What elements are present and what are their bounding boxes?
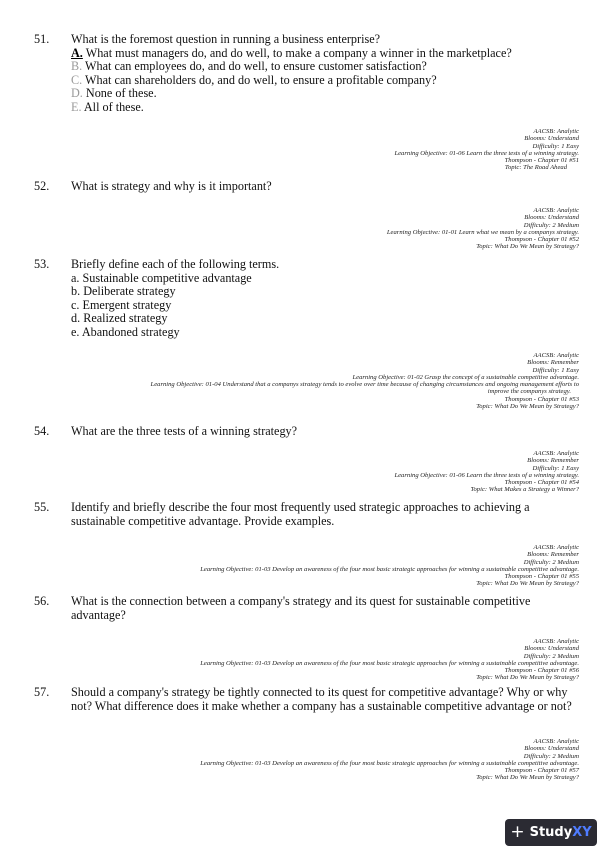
question-metadata: AACSB: Analytic Blooms: Understand Difficulty: 2 Medium Learning Objective: 01-01 Learn what we mean by a companys strategy. Thompson - Chapter 01 #52 Topic: What Do We Mean by Strategy? <box>386 207 579 251</box>
question-text: Briefly define each of the following terms. <box>71 257 280 271</box>
question-text-line: Should a company's strategy be tightly connected to its quest for competitive advantage? Why or why <box>71 685 568 699</box>
question-metadata: AACSB: Analytic Blooms: Remember Difficulty: 1 Easy Learning Objective: 01-02 Grasp the concept of a sustainable competitive advantage. Learning Objective: 01-04 Understand that a companys strategy tends to evolve over time because of changing circumstances and ongoing management efforts to improve the companys strategy. Thompson - Chapter 01 #53 Topic: What Do We Mean by Strategy? <box>150 352 579 411</box>
question-number: 55. <box>34 500 50 514</box>
question-body <box>71 501 581 528</box>
question-number: 52. <box>34 179 50 193</box>
term-item: d. Realized strategy <box>71 311 168 326</box>
question-body <box>71 180 581 194</box>
option-a: A. What must managers do, and do well, to make a company a winner in the marketplace? <box>71 45 512 60</box>
question-number: 54. <box>34 424 50 438</box>
question-text: What are the three tests of a winning strategy? <box>71 424 298 438</box>
term-item: c. Emergent strategy <box>71 297 172 312</box>
question-metadata: AACSB: Analytic Blooms: Understand Difficulty: 2 Medium Learning Objective: 01-03 Develop an awareness of the four most basic strategic approaches for winning a sustainable competitive advantage. Thompson - Chapter 01 #57 Topic: What Do We Mean by Strategy? <box>200 738 579 782</box>
question-text: What is strategy and why is it important? <box>71 179 272 193</box>
question-body <box>71 595 581 622</box>
question-body <box>71 258 581 340</box>
question-body <box>71 33 581 115</box>
question-metadata: AACSB: Analytic Blooms: Understand Difficulty: 1 Easy Learning Objective: 01-06 Learn the three tests of a winning strategy. Thompson - Chapter 01 #51 Topic: The Road Ahead <box>394 128 579 172</box>
question-text: What is the foremost question in running a business enterprise? <box>71 32 381 46</box>
question-text-line: sustainable competitive advantage. Provide examples. <box>71 513 335 528</box>
option-b: B. What can employees do, and do well, to ensure customer satisfaction? <box>71 59 427 74</box>
option-d: D. None of these. <box>71 86 157 101</box>
question-number: 51. <box>34 32 50 46</box>
question-body <box>71 425 581 439</box>
question-number: 53. <box>34 257 50 271</box>
question-metadata: AACSB: Analytic Blooms: Remember Difficulty: 1 Easy Learning Objective: 01-06 Learn the three tests of a winning strategy. Thompson - Chapter 01 #54 Topic: What Makes a Strategy a Winner? <box>394 450 579 494</box>
question-number: 56. <box>34 594 50 608</box>
question-metadata: AACSB: Analytic Blooms: Remember Difficulty: 2 Medium Learning Objective: 01-03 Develop an awareness of the four most basic strategic approaches for winning a sustainable competitive advantage. Thompson - Chapter 01 #55 Topic: What Do We Mean by Strategy? <box>200 544 579 588</box>
term-item: b. Deliberate strategy <box>71 284 176 299</box>
term-item: e. Abandoned strategy <box>71 324 180 339</box>
question-text-line: advantage? <box>71 607 126 622</box>
option-c: C. What can shareholders do, and do well, to ensure a profitable company? <box>71 72 437 87</box>
question-text-line: What is the connection between a company's strategy and its quest for sustainable competitive <box>71 594 531 608</box>
term-item: a. Sustainable competitive advantage <box>71 270 252 285</box>
question-metadata: AACSB: Analytic Blooms: Understand Difficulty: 2 Medium Learning Objective: 01-03 Develop an awareness of the four most basic strategic approaches for winning a sustainable competitive advantage. Thompson - Chapter 01 #56 Topic: What Do We Mean by Strategy? <box>200 638 579 682</box>
plus-icon: + <box>510 822 525 842</box>
logo-text: StudyXY <box>529 825 592 840</box>
option-e: E. All of these. <box>71 99 144 114</box>
question-text-line: Identify and briefly describe the four most frequently used strategic approaches to achieving a <box>71 500 530 514</box>
question-body <box>71 686 581 713</box>
studyxy-logo[interactable] <box>505 819 597 846</box>
question-number: 57. <box>34 685 50 699</box>
question-text-line: not? What difference does it make whether a company has a sustainable competitive advantage or not? <box>71 698 572 713</box>
